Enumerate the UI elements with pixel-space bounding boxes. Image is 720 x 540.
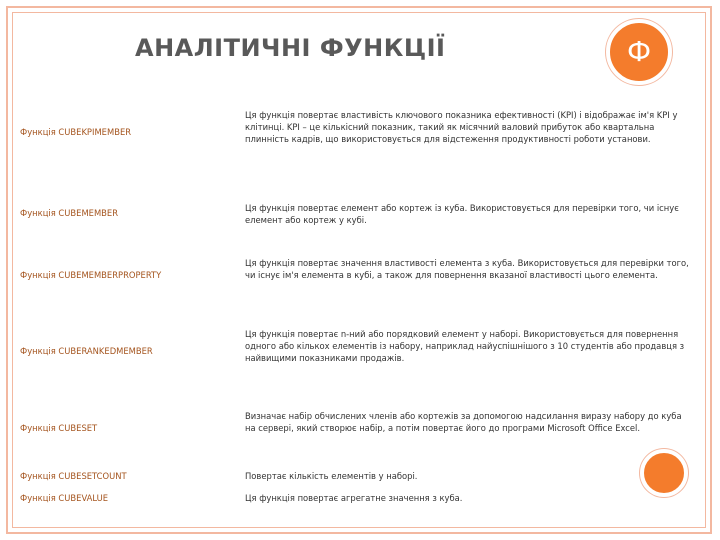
function-name: Функція CUBESETCOUNT: [20, 471, 127, 481]
function-description: Ця функція повертає властивість ключового показника ефективності (KPI) і відображає ім'я KPI у клітинці. KPI – це кількісний показник, такий як місячний валовий прибуток або квартальна плинність кадрів, що використовується для відстеження продуктивності роботи установи.: [245, 110, 678, 144]
function-description: Ця функція повертає значення властивості елемента з куба. Використовується для перевірки того, чи існує ім'я елемента в кубі, а також для повернення вказаної властивості цього елемента.: [245, 258, 689, 280]
function-name: Функція CUBERANKEDMEMBER: [20, 346, 153, 356]
slide-title: АНАЛІТИЧНІ ФУНКЦІЇ: [135, 34, 446, 62]
letter-badge: [606, 19, 672, 85]
function-description: Ця функція повертає n-ний або порядковий елемент у наборі. Використовується для повернення одного або кількох елементів із набору, наприклад найуспішнішого з 10 студентів або продавця з найвищими показниками продажів.: [245, 329, 685, 363]
function-description: Повертає кількість елементів у наборі.: [245, 471, 418, 481]
function-name: Функція CUBEVALUE: [20, 493, 109, 503]
function-name: Функція CUBEMEMBER: [20, 208, 119, 218]
function-description: Ця функція повертає елемент або кортеж із куба. Використовується для перевірки того, чи існує елемент або кортеж у кубі.: [245, 203, 679, 225]
function-description: Визначає набір обчислених членів або кортежів за допомогою надсилання виразу набору до куба на сервері, який створює набір, а потім повертає його до програми Microsoft Office Excel.: [245, 411, 682, 433]
function-description: Ця функція повертає агрегатне значення з куба.: [245, 493, 463, 503]
function-name: Функція CUBEKPIMEMBER: [20, 127, 132, 137]
function-name: Функція CUBESET: [20, 423, 98, 433]
function-name: Функція CUBEMEMBERPROPERTY: [20, 270, 162, 280]
badge-letter: Ф: [626, 35, 652, 68]
decorative-circle: [640, 449, 688, 497]
